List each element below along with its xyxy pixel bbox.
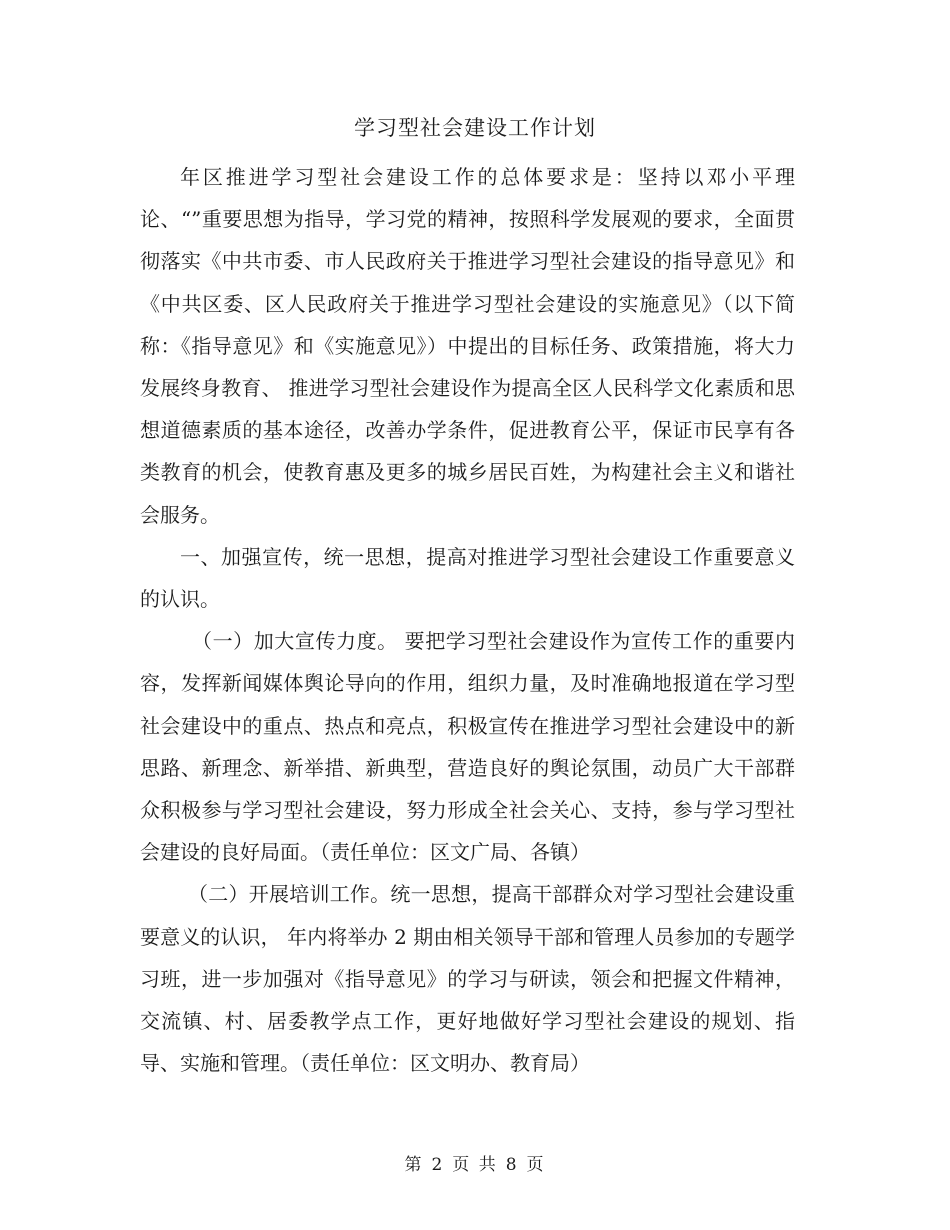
footer-current-page: 2 <box>431 1155 445 1175</box>
footer-total-pages: 8 <box>505 1155 519 1175</box>
footer-suffix: 页 <box>526 1155 546 1175</box>
footer-prefix: 第 <box>404 1155 424 1175</box>
page-title: 学习型社会建设工作计划 <box>354 116 596 140</box>
footer-mid: 页 共 <box>452 1155 498 1175</box>
paragraph-publicity: （一）加大宣传力度。 要把学习型社会建设作为宣传工作的重要内容，发挥新闻媒体舆论导向的作用，组织力量，及时准确地报道在学习型社会建设中的重点、热点和亮点，积极宣传在推进学习型社会建设中的新思路、新理念、新举措、新典型，营造良好的舆论氛围，动员广大干部群众积极参与学习型社会建设，努力形成全社会关心、支持，参与学习型社会建设的良好局面。（责任单位：区文广局、各镇） <box>140 629 795 865</box>
document-body <box>140 152 795 1084</box>
paragraph-training: （二）开展培训工作。统一思想，提高干部群众对学习型社会建设重要意义的认识， 年内将举办 2 期由相关领导干部和管理人员参加的专题学习班，进一步加强对《指导意见》的学习与研读，领会和把握文件精神，交流镇、村、居委教学点工作，更好地做好学习型社会建设的规划、指导、实施和管理。（责任单位：区文明办、教育局） <box>140 882 795 1076</box>
page-footer <box>0 1150 950 1175</box>
paragraph-section-heading: 一、加强宣传，统一思想，提高对推进学习型社会建设工作重要意义的认识。 <box>140 544 795 612</box>
paragraph-intro: 年区推进学习型社会建设工作的总体要求是：坚持以邓小平理论、“”重要思想为指导，学习党的精神，按照科学发展观的要求，全面贯彻落实《中共市委、市人民政府关于推进学习型社会建设的指导意见》和《中共区委、区人民政府关于推进学习型社会建设的实施意见》（以下简称：《指导意见》和《实施意见》）中提出的目标任务、政策措施，将大力发展终身教育、 推进学习型社会建设作为提高全区人民科学文化素质和思想道德素质的基本途径，改善办学条件，促进教育公平，保证市民享有各类教育的机会，使教育惠及更多的城乡居民百姓，为构建社会主义和谐社会服务。 <box>140 165 795 527</box>
